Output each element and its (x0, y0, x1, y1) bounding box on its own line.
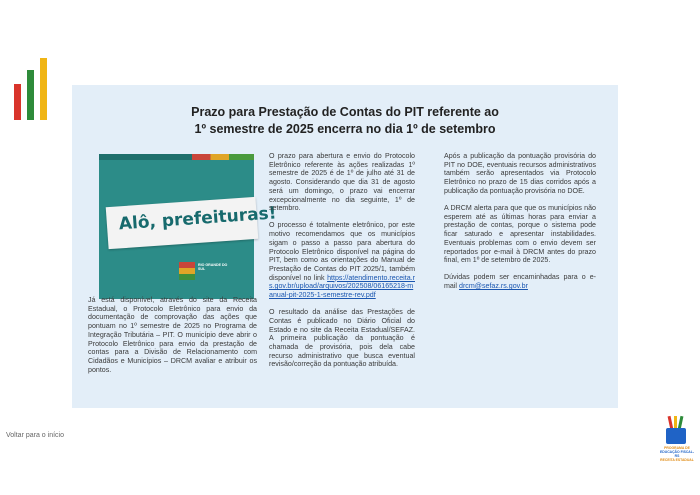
state-logo-text: RIO GRANDE DO SUL (198, 263, 228, 271)
title-line-1: Prazo para Prestação de Contas do PIT referente ao (191, 105, 499, 119)
state-logo-icon (179, 262, 195, 280)
paragraph: O resultado da análise das Prestações de Contas é publicado no Diário Oficial do Estado e no site da Receita Estadual/SEFAZ. A primeira publicação da pontuação é chamada de provisória, pois dela cabe recurso administrativo que busca eventual revisão/correção da pontuação atribuída. (269, 308, 415, 369)
cover-color-strip (99, 154, 254, 160)
back-to-start-link[interactable]: Voltar para o início (6, 432, 64, 439)
logo-bar-green (27, 70, 34, 120)
bar-logo-icon (12, 58, 54, 120)
column-3 (444, 152, 596, 299)
paragraph: A DRCM alerta para que que os municípios não esperem até as últimas horas para enviar a prestação de contas, porque o sistema pode ficar saturado e apresentar instabilidades. Eventuais problemas com o envio devem ser reportados por e-mail à DRCM antes do prazo final, em 1º de setembro de 2025. (444, 204, 596, 265)
paragraph-text: Dúvidas podem ser encaminhadas para o e-mail (444, 273, 596, 291)
education-fiscal-logo (660, 414, 694, 460)
article-panel (72, 85, 618, 408)
column-1 (88, 296, 257, 383)
paragraph: Já está disponível, através do site da Receita Estadual, o Protocolo Eletrônico para envio da documentação de comprovação das ações que pontuam no 1º semestre de 2025 no Programa de Integração Tributária – PIT. O município deve abrir o Protocolo Eletrônico para envio da prestação de contas para a Divisão de Relacionamento com Cidadãos e Municípios – DRCM avaliar e atribuir os pontos. (88, 296, 257, 374)
logo-bar-yellow (40, 58, 47, 120)
manual-link[interactable]: https://atendimento.receita.rs.gov.br/upload/arquivos/202508/06165218-manual-pit-2025-1-semestre-rev.pdf (269, 273, 415, 300)
cover-paper (106, 197, 278, 249)
column-2 (269, 152, 415, 378)
paragraph: Após a publicação da pontuação provisória do PIT no DOE, eventuais recursos administrativos também serão apresentados via Protocolo Eletrônico no prazo de 15 dias corridos após a publicação da pontuação provisória no DOE. (444, 152, 596, 195)
paragraph-text: O processo é totalmente eletrônico, por este motivo recomendamos que os municípios sigam o passo a passo para abertura do Protocolo Eletrônico disponível na página do PIT, bem como as orientações do Manual de Prestação de Contas do PIT 2025/1, também disponível no link (269, 221, 415, 282)
email-link[interactable]: drcm@sefaz.rs.gov.br (459, 282, 528, 291)
article-title (72, 104, 618, 138)
pencil-cup-icon (666, 428, 686, 444)
brand-line-2: EDUCAÇÃO FISCAL-RS (660, 450, 694, 458)
cover-headline: Alô, prefeituras! (118, 203, 278, 235)
brand-text (660, 446, 694, 462)
paragraph-with-email (444, 273, 596, 290)
cover-image (99, 154, 278, 299)
brand-line-3: RECEITA ESTADUAL (660, 458, 694, 462)
title-line-2: 1º semestre de 2025 encerra no dia 1º de setembro (194, 122, 496, 136)
brand-line-1: PROGRAMA DE (664, 446, 690, 450)
paragraph: O prazo para abertura e envio do Protocolo Eletrônico referente às ações realizadas 1º semestre de 2025 é de 1º de julho até 31 de agosto. Considerando que dia 31 de agosto será um domingo, o prazo vai encerrar excepcionalmente no dia seguinte, 1º de setembro. (269, 152, 415, 213)
paragraph-with-link (269, 221, 415, 299)
logo-bar-red (14, 84, 21, 120)
